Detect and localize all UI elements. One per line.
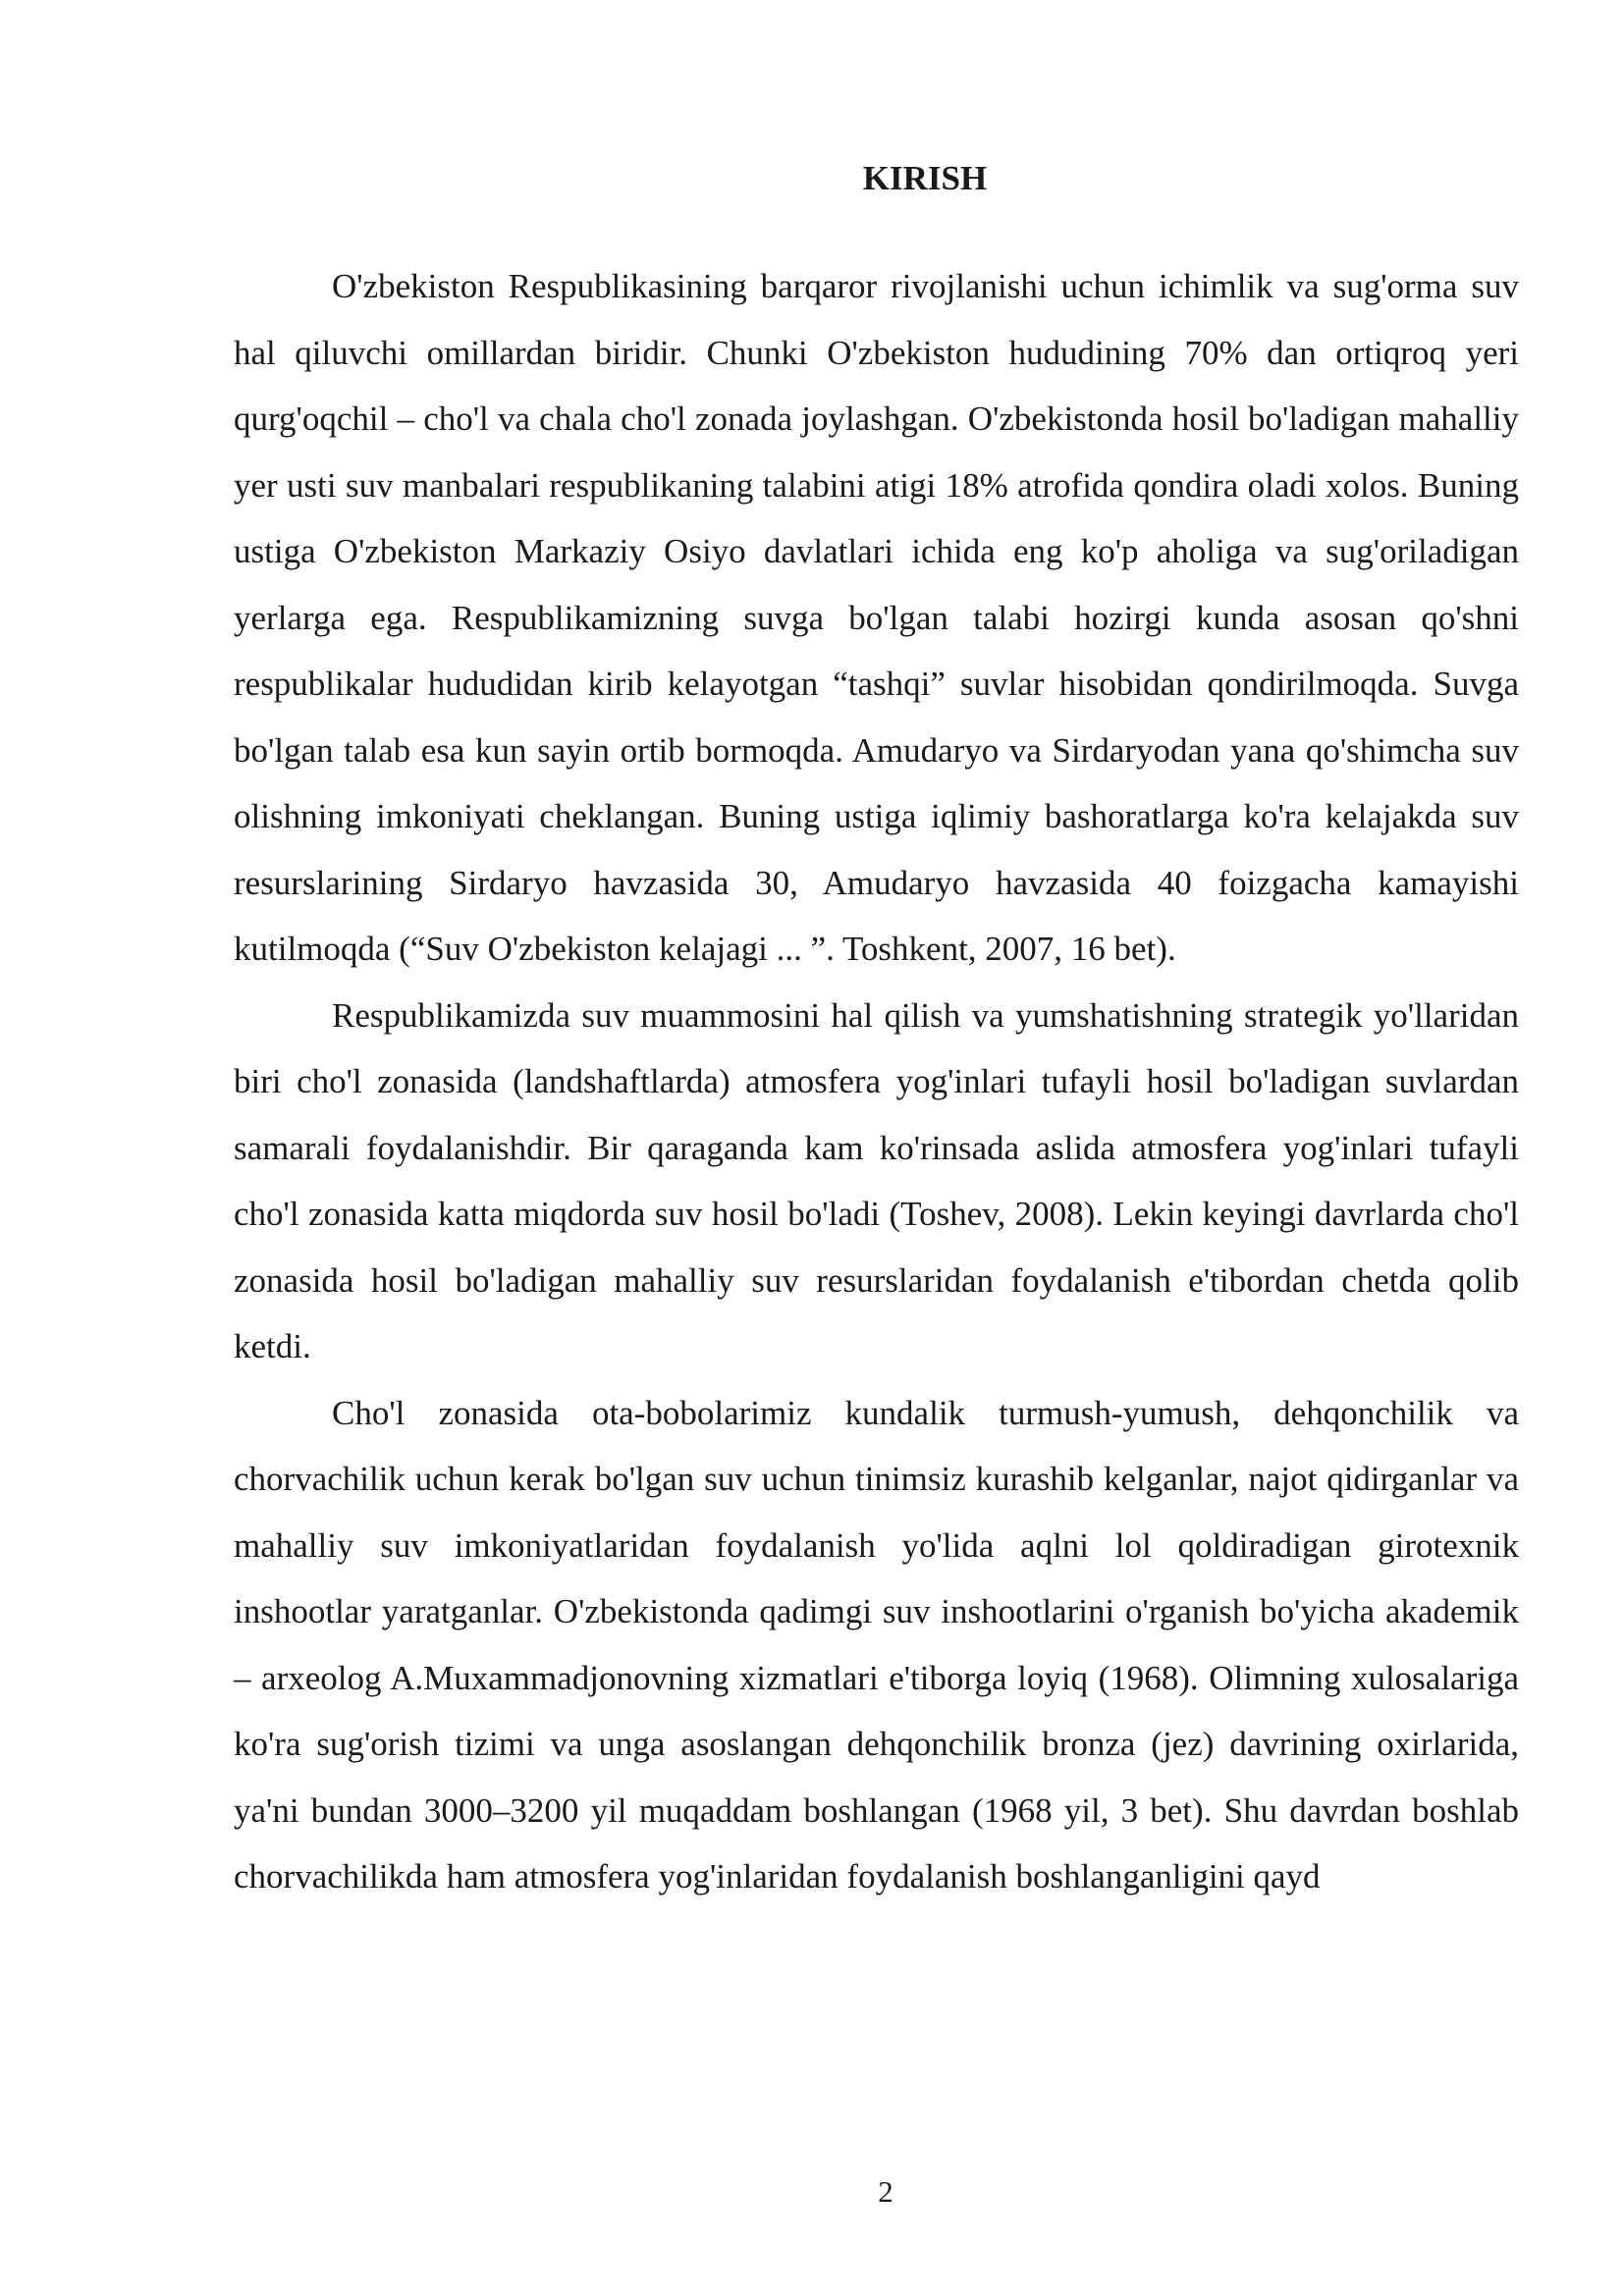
paragraph-3: Cho'l zonasida ota-bobolarimiz kundalik turmush-yumush, dehqonchilik va chorvachilik uchun kerak bo'lgan suv uchun tinimsiz kurashib kelganlar, najot qidirganlar va mahalliy suv imkoniyatlaridan foydalanish yo'lida aqlni lol qoldiradigan girotexnik inshootlar yaratganlar. O'zbekistonda qadimgi suv inshootlarini o'rganish bo'yicha akademik – arxeolog A.Muxammadjonovning xizmatlari e'tiborga loyiq (1968). Olimning xulosalariga ko'ra sug'orish tizimi va unga asoslangan dehqonchilik bronza (jez) davrining oxirlarida, ya'ni bundan 3000–3200 yil muqaddam boshlangan (1968 yil, 3 bet). Shu davrdan boshlab chorvachilikda ham atmosfera yog'inlaridan foydalanish boshlanganligini qayd — [234, 1393, 1519, 1896]
section-title: KIRISH — [862, 159, 988, 197]
paragraph-1: O'zbekiston Respublikasining barqaror rivojlanishi uchun ichimlik va sug'orma suv hal qiluvchi omillardan biridir. Chunki O'zbekiston hududining 70% dan ortiqroq yeri qurg'oqchil – cho'l va chala cho'l zonada joylashgan. O'zbekistonda hosil bo'ladigan mahalliy yer usti suv manbalari respublikaning talabini atigi 18% atrofida qondira oladi xolos. Buning ustiga O'zbekiston Markaziy Osiyo davlatlari ichida eng ko'p aholiga va sug'oriladigan yerlarga ega. Respublikamizning suvga bo'lgan talabi hozirgi kunda asosan qo'shni respublikalar hududidan kirib kelayotgan “tashqi” suvlar hisobidan qondirilmoqda. Suvga bo'lgan talab esa kun sayin ortib bormoqda. Amudaryo va Sirdaryodan yana qo'shimcha suv olishning imkoniyati cheklangan. Buning ustiga iqlimiy bashoratlarga ko'ra kelajakda suv resurslarining Sirdaryo havzasida 30, Amudaryo havzasida 40 foizgacha kamayishi kutilmoqda (“Suv O'zbekiston kelajagi ... ”. Toshkent, 2007, 16 bet). — [234, 267, 1519, 968]
document-body — [234, 253, 1519, 1910]
paragraph-2: Respublikamizda suv muammosini hal qilish va yumshatishning strategik yo'llaridan biri cho'l zonasida (landshaftlarda) atmosfera yog'inlari tufayli hosil bo'ladigan suvlardan samarali foydalanishdir. Bir qaraganda kam ko'rinsada aslida atmosfera yog'inlari tufayli cho'l zonasida katta miqdorda suv hosil bo'ladi (Toshev, 2008). Lekin keyingi davrlarda cho'l zonasida hosil bo'ladigan mahalliy suv resurslaridan foydalanish e'tibordan chetda qolib ketdi. — [234, 995, 1519, 1365]
page-number: 2 — [878, 2174, 893, 2209]
